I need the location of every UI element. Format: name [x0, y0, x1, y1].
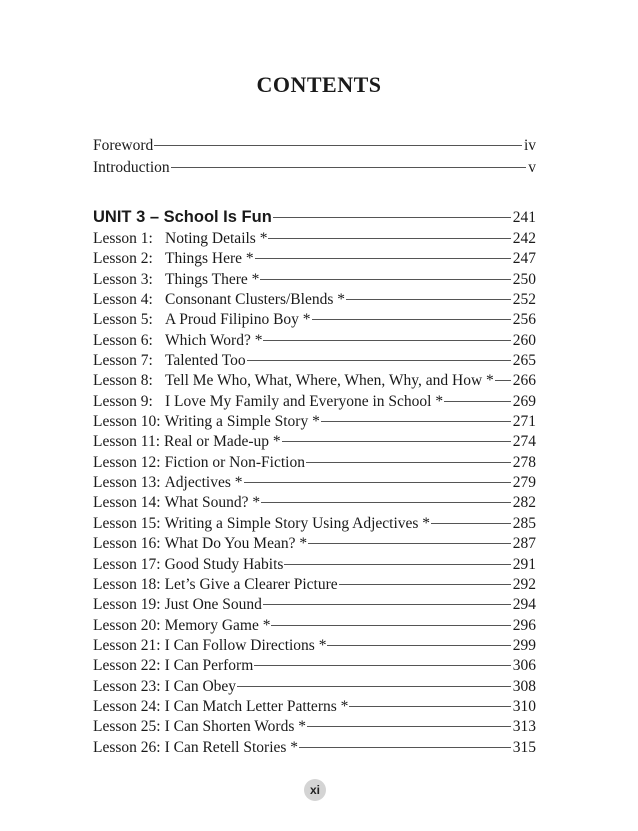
lesson-page: 278 [512, 453, 536, 471]
lesson-page: 291 [512, 555, 536, 573]
lesson-page: 294 [512, 596, 536, 614]
toc-entry-lesson[interactable] [93, 432, 536, 452]
lesson-title: I Can Obey [164, 677, 237, 695]
lesson-title: Things There * [165, 270, 260, 288]
toc-entry-lesson[interactable] [93, 636, 536, 656]
lesson-number: Lesson 22: [93, 657, 161, 675]
dot-leader [237, 686, 511, 687]
lesson-number: Lesson 21: [93, 636, 161, 654]
lesson-page: 242 [512, 230, 536, 247]
page-title: CONTENTS [256, 72, 382, 97]
lesson-page: 296 [512, 616, 536, 634]
toc-entry-lesson[interactable] [93, 575, 536, 595]
lesson-page: 247 [512, 250, 536, 268]
lesson-title: I Can Follow Directions * [164, 636, 327, 654]
toc-entry-lesson[interactable] [93, 697, 536, 717]
dot-leader [255, 258, 511, 259]
toc-entry-lesson[interactable] [93, 392, 536, 412]
dot-leader [273, 217, 511, 218]
dot-leader [263, 604, 511, 605]
toc-entry-lesson[interactable] [93, 371, 536, 391]
dot-leader [321, 421, 511, 422]
lesson-page: 266 [512, 372, 536, 390]
dot-leader [271, 625, 510, 626]
lesson-page: 285 [512, 514, 536, 532]
page-number-badge: xi [304, 779, 326, 801]
dot-leader [261, 502, 511, 503]
lesson-page: 279 [512, 474, 536, 492]
lesson-title: A Proud Filipino Boy * [165, 311, 311, 329]
lesson-title: What Do You Mean? * [164, 535, 308, 553]
dot-leader [263, 340, 510, 341]
lesson-title: Talented Too [165, 352, 246, 370]
lesson-title: Just One Sound [164, 596, 262, 614]
toc-entry-lesson[interactable] [93, 493, 536, 513]
lesson-title: Fiction or Non-Fiction [164, 453, 305, 471]
lesson-number: Lesson 18: [93, 575, 161, 593]
lesson-page: 308 [512, 677, 536, 695]
lesson-page: 306 [512, 657, 536, 675]
lesson-number: Lesson 19: [93, 596, 161, 614]
dot-leader [349, 706, 510, 707]
lesson-page: 282 [512, 494, 536, 512]
entry-page: v [528, 159, 536, 176]
lesson-page: 292 [512, 575, 536, 593]
lesson-page: 250 [512, 270, 536, 288]
lesson-title: I Can Match Letter Patterns * [164, 697, 349, 715]
lesson-number: Lesson 25: [93, 718, 161, 736]
lesson-number: Lesson 10: [93, 413, 161, 431]
lesson-number: Lesson 4: [93, 291, 153, 309]
toc-entry-lesson[interactable] [93, 738, 536, 758]
toc-entry-lesson[interactable] [93, 290, 536, 310]
dot-leader [282, 441, 511, 442]
front-matter-list [93, 135, 536, 179]
lesson-number: Lesson 20: [93, 616, 161, 634]
dot-leader [284, 564, 510, 565]
lesson-number: Lesson 17: [93, 555, 161, 573]
toc-entry-lesson[interactable] [93, 473, 536, 493]
lesson-page: 265 [512, 352, 536, 370]
lesson-number: Lesson 6: [93, 331, 153, 349]
lesson-number: Lesson 8: [93, 372, 153, 390]
lesson-title: Writing a Simple Story Using Adjectives * [164, 514, 431, 532]
lesson-page: 315 [512, 738, 536, 756]
dot-leader [444, 401, 511, 402]
lesson-title: I Can Perform [164, 657, 254, 675]
lesson-page: 256 [512, 311, 536, 329]
unit-heading[interactable] [93, 205, 536, 229]
dot-leader [339, 584, 511, 585]
dot-leader [308, 543, 511, 544]
lesson-number: Lesson 1: [93, 230, 153, 247]
toc-entry-lesson[interactable] [93, 677, 536, 697]
toc-entry-lesson[interactable] [93, 616, 536, 636]
lesson-title: Things Here * [165, 250, 254, 268]
toc-entry-lesson[interactable] [93, 249, 536, 269]
lesson-page: 269 [512, 392, 536, 410]
lesson-title: Writing a Simple Story * [164, 413, 320, 431]
lesson-number: Lesson 3: [93, 270, 153, 288]
lesson-title: I Can Retell Stories * [164, 738, 299, 756]
entry-page: iv [523, 137, 536, 154]
lesson-number: Lesson 14: [93, 494, 161, 512]
entry-title: Introduction [93, 159, 170, 176]
lesson-number: Lesson 23: [93, 677, 161, 695]
lesson-number: Lesson 12: [93, 453, 161, 471]
toc-entry-lesson[interactable] [93, 270, 536, 290]
toc-entry-lesson[interactable] [93, 555, 536, 575]
dot-leader [431, 523, 511, 524]
lesson-title: Good Study Habits [164, 555, 284, 573]
lesson-title: Tell Me Who, What, Where, When, Why, and How * [165, 372, 494, 390]
lesson-number: Lesson 24: [93, 697, 161, 715]
lesson-page: 313 [512, 718, 536, 736]
lesson-title: Consonant Clusters/Blends * [165, 291, 345, 309]
lesson-title: Which Word? * [165, 331, 263, 349]
lesson-page: 274 [512, 433, 536, 451]
dot-leader [306, 462, 511, 463]
lesson-title: Real or Made-up * [164, 433, 281, 451]
toc-entry-lesson[interactable] [93, 514, 536, 534]
lesson-title: Memory Game * [164, 616, 271, 634]
toc-entry-lesson[interactable] [93, 351, 536, 371]
unit-page: 241 [512, 209, 536, 226]
lesson-title: Noting Details * [165, 230, 268, 247]
lesson-title: Let’s Give a Clearer Picture [164, 575, 338, 593]
toc-entry-lesson[interactable] [93, 717, 536, 737]
dot-leader [307, 726, 511, 727]
lesson-page: 252 [512, 291, 536, 309]
lesson-number: Lesson 9: [93, 392, 153, 410]
lesson-title: Adjectives * [164, 474, 243, 492]
toc-entry-lesson[interactable] [93, 229, 536, 249]
dot-leader [247, 360, 511, 361]
lesson-page: 287 [512, 535, 536, 553]
lesson-page: 310 [512, 697, 536, 715]
dot-leader [312, 319, 511, 320]
toc-entry-lesson[interactable] [93, 534, 536, 554]
lesson-number: Lesson 16: [93, 535, 161, 553]
toc-entry-lesson[interactable] [93, 412, 536, 432]
dot-leader [244, 482, 511, 483]
dot-leader [299, 747, 511, 748]
dot-leader [154, 145, 522, 146]
lesson-page: 271 [512, 413, 536, 431]
toc-entry-introduction[interactable] [93, 157, 536, 179]
dot-leader [327, 645, 510, 646]
dot-leader [260, 279, 510, 280]
toc-entry-lesson[interactable] [93, 310, 536, 330]
toc-entry-lesson[interactable] [93, 595, 536, 615]
lesson-number: Lesson 26: [93, 738, 161, 756]
unit-title: UNIT 3 – School Is Fun [93, 208, 272, 226]
lesson-number: Lesson 2: [93, 250, 153, 268]
toc-entry-foreword[interactable] [93, 135, 536, 157]
toc-entry-lesson[interactable] [93, 453, 536, 473]
lesson-number: Lesson 15: [93, 514, 161, 532]
toc-entry-lesson[interactable] [93, 656, 536, 676]
lesson-number: Lesson 7: [93, 352, 153, 370]
dot-leader [254, 665, 510, 666]
lesson-number: Lesson 5: [93, 311, 153, 329]
dot-leader [171, 167, 527, 168]
dot-leader [495, 380, 511, 381]
lesson-page: 260 [512, 331, 536, 349]
toc-entry-lesson[interactable] [93, 331, 536, 351]
lesson-title: I Can Shorten Words * [164, 718, 306, 736]
dot-leader [268, 238, 510, 239]
unit-contents [93, 205, 536, 758]
entry-title: Foreword [93, 137, 154, 154]
lesson-number: Lesson 11: [93, 433, 161, 451]
lesson-title: I Love My Family and Everyone in School * [165, 392, 444, 410]
dot-leader [346, 299, 511, 300]
lesson-title: What Sound? * [164, 494, 261, 512]
lesson-number: Lesson 13: [93, 474, 161, 492]
lesson-page: 299 [512, 636, 536, 654]
